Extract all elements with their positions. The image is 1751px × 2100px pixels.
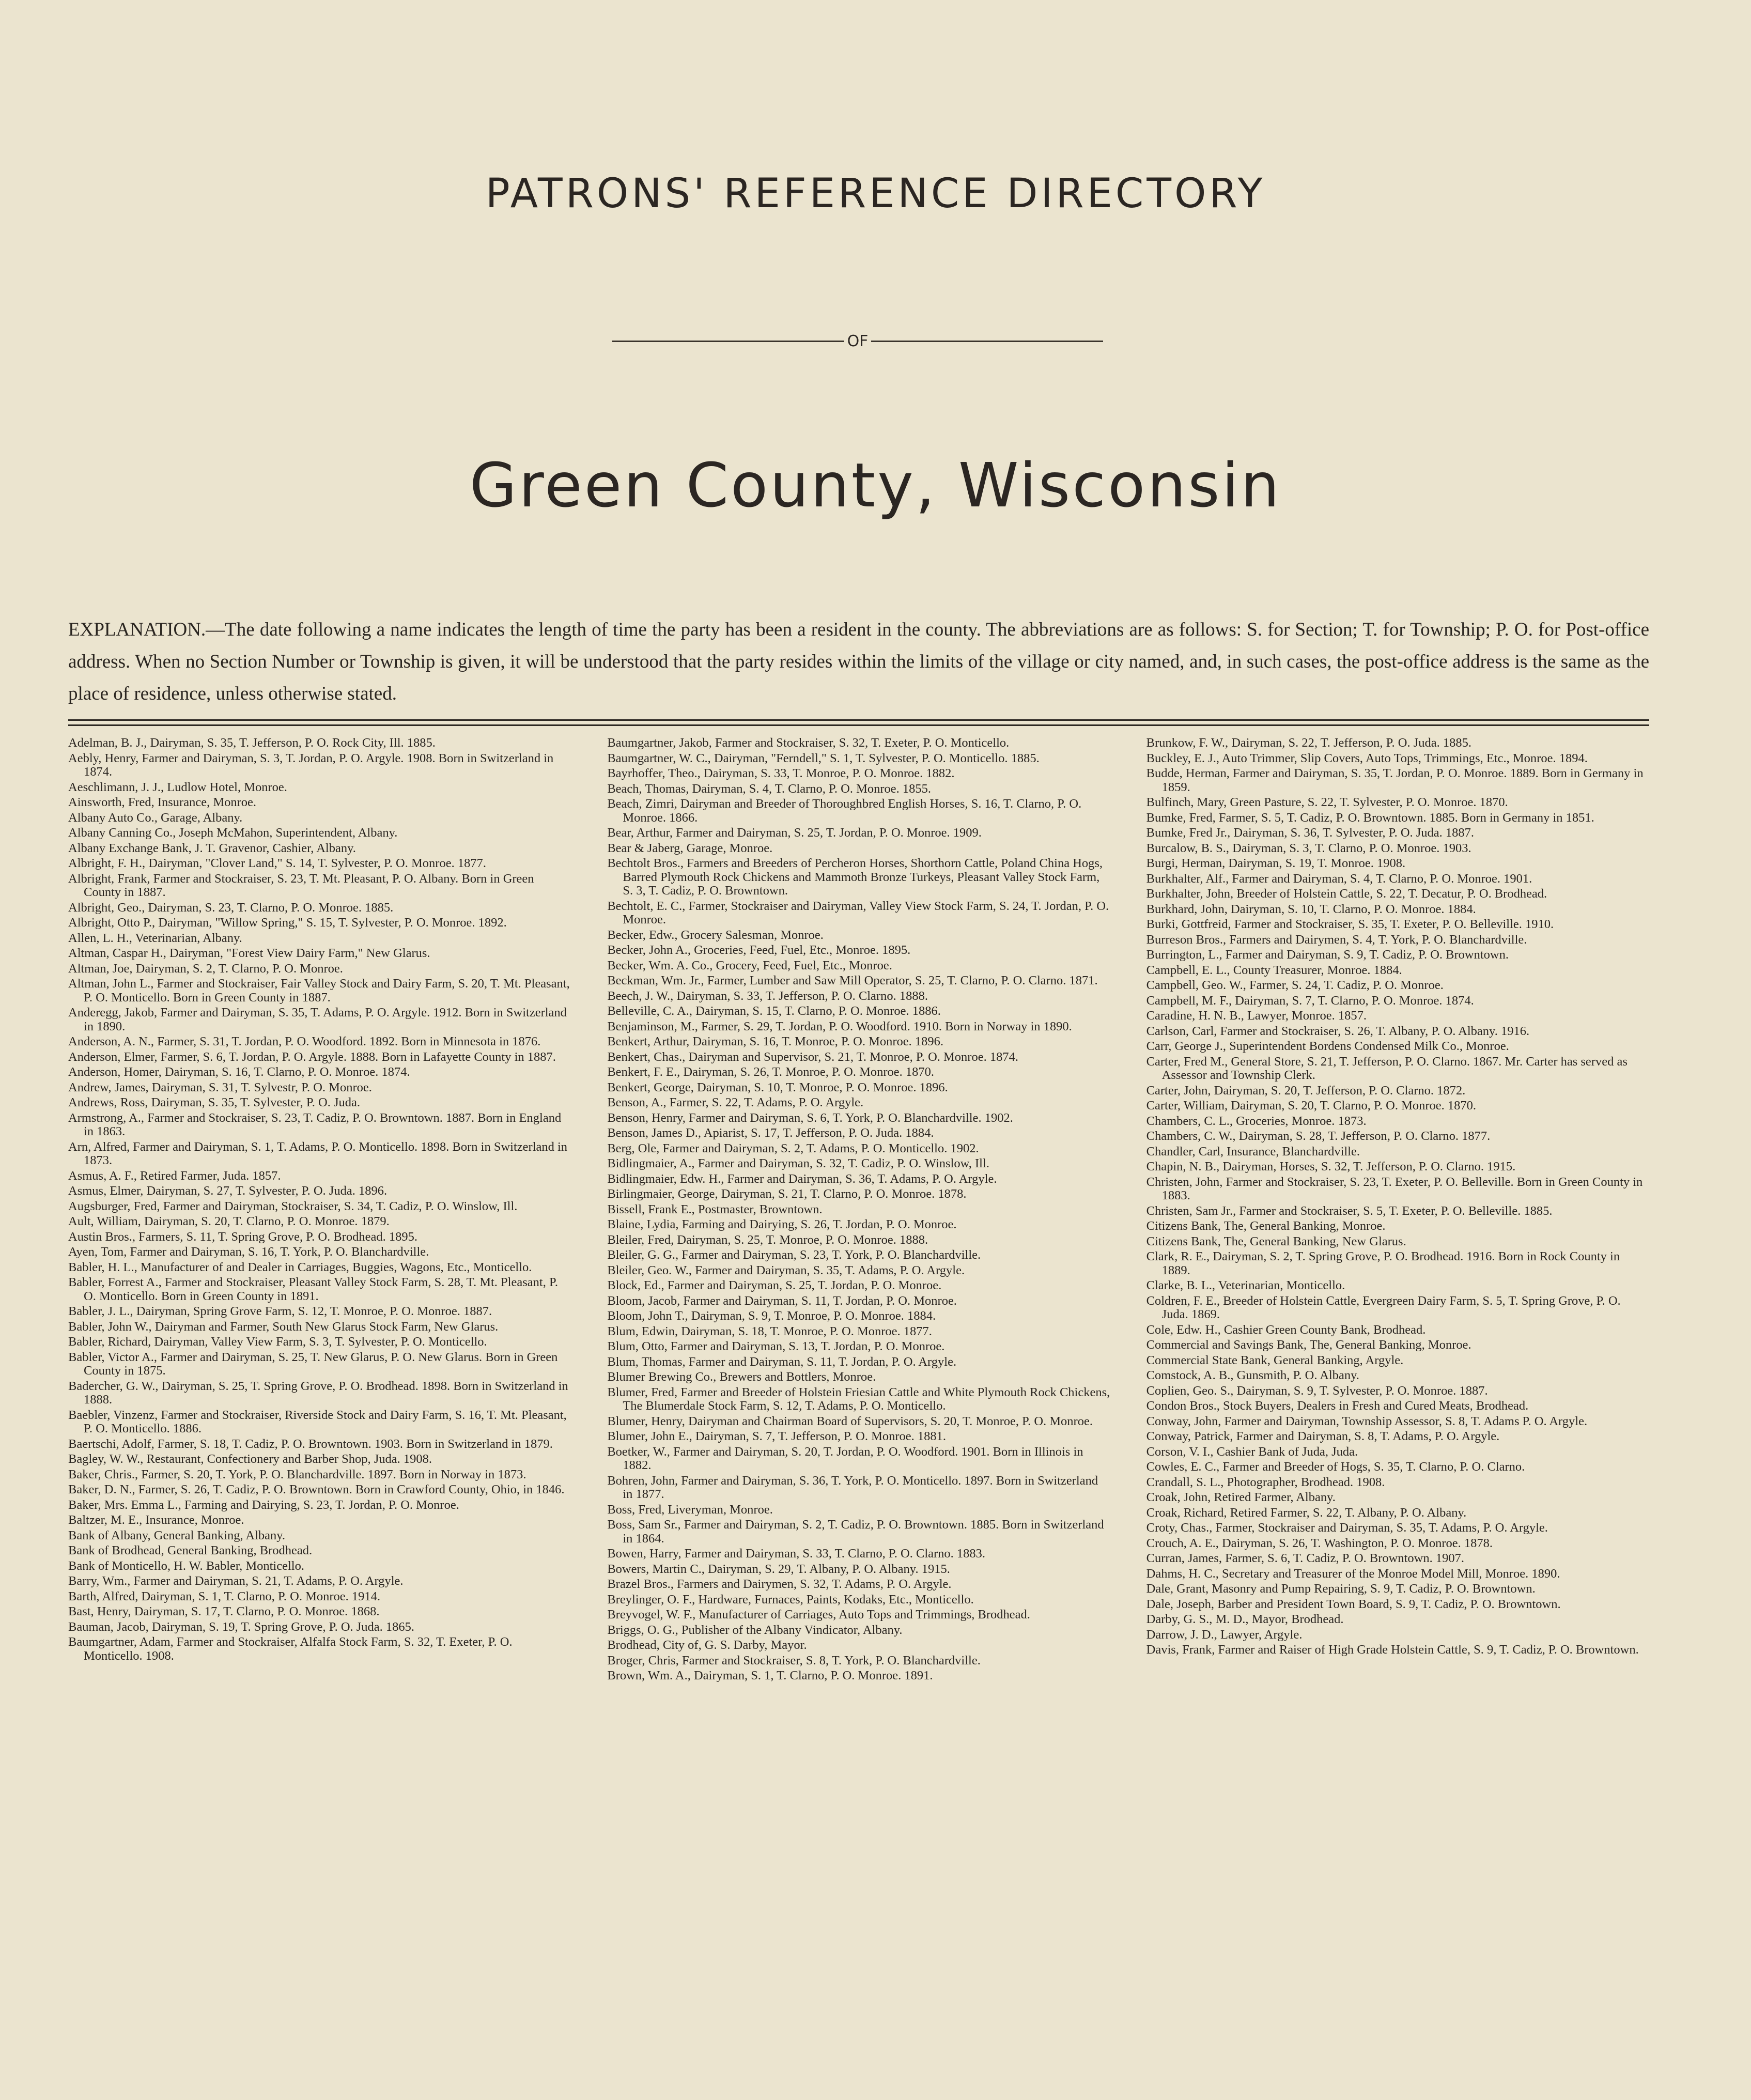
directory-entry: Bank of Brodhead, General Banking, Brodhead. <box>68 1543 313 1557</box>
directory-entry: Blaine, Lydia, Farming and Dairying, S. 26, T. Jordan, P. O. Monroe. <box>607 1217 957 1231</box>
of-label: OF <box>847 332 869 350</box>
directory-entry: Campbell, Geo. W., Farmer, S. 24, T. Cadiz, P. O. Monroe. <box>1146 978 1444 992</box>
directory-entry: Cowles, E. C., Farmer and Breeder of Hogs, S. 35, T. Clarno, P. O. Clarno. <box>1146 1460 1525 1474</box>
directory-entry: Crandall, S. L., Photographer, Brodhead. 1908. <box>1146 1475 1385 1489</box>
directory-entry: Bumke, Fred Jr., Dairyman, S. 36, T. Sylvester, P. O. Juda. 1887. <box>1146 826 1475 840</box>
directory-entry: Burrington, L., Farmer and Dairyman, S. 9, T. Cadiz, P. O. Browntown. <box>1146 948 1509 962</box>
directory-entry: Bleiler, Geo. W., Farmer and Dairyman, S. 35, T. Adams, P. O. Argyle. <box>607 1263 965 1277</box>
directory-entry: Christen, John, Farmer and Stockraiser, S. 23, T. Exeter, P. O. Belleville. Born in Green County in 1883. <box>1146 1175 1643 1202</box>
directory-entry: Brown, Wm. A., Dairyman, S. 1, T. Clarno, P. O. Monroe. 1891. <box>607 1669 933 1682</box>
directory-entry: Baebler, Vinzenz, Farmer and Stockraiser, Riverside Stock and Dairy Farm, S. 16, T. Mt. Pleasant, P. O. Monticello. 1886. <box>68 1408 567 1435</box>
directory-entry: Breyvogel, W. F., Manufacturer of Carriages, Auto Tops and Trimmings, Brodhead. <box>607 1608 1030 1622</box>
directory-entry: Altman, John L., Farmer and Stockraiser, Fair Valley Stock and Dairy Farm, S. 20, T. Mt. Pleasant, P. O. Monticello. Born in Green County in 1887. <box>68 977 570 1005</box>
directory-entry: Benkert, George, Dairyman, S. 10, T. Monroe, P. O. Monroe. 1896. <box>607 1080 948 1094</box>
directory-entry: Clark, R. E., Dairyman, S. 2, T. Spring Grove, P. O. Brodhead. 1916. Born in Rock County in 1889. <box>1146 1249 1620 1277</box>
directory-entry: Blumer Brewing Co., Brewers and Bottlers, Monroe. <box>607 1370 876 1384</box>
directory-entry: Baumgartner, Adam, Farmer and Stockraiser, Alfalfa Stock Farm, S. 32, T. Exeter, P. O. Monticello. 1908. <box>68 1635 513 1663</box>
directory-entry: Carter, John, Dairyman, S. 20, T. Jefferson, P. O. Clarno. 1872. <box>1146 1083 1466 1098</box>
directory-entry: Baumgartner, W. C., Dairyman, "Ferndell," S. 1, T. Sylvester, P. O. Monticello. 1885. <box>607 751 1040 765</box>
directory-entry: Anderegg, Jakob, Farmer and Dairyman, S. 35, T. Adams, P. O. Argyle. 1912. Born in Switzerland in 1890. <box>68 1006 567 1033</box>
directory-entry: Aebly, Henry, Farmer and Dairyman, S. 3, T. Jordan, P. O. Argyle. 1908. Born in Switzerland in 1874. <box>68 751 554 779</box>
directory-entry: Burkhard, John, Dairyman, S. 10, T. Clarno, P. O. Monroe. 1884. <box>1146 902 1476 916</box>
directory-entry: Croty, Chas., Farmer, Stockraiser and Dairyman, S. 35, T. Adams, P. O. Argyle. <box>1146 1521 1548 1535</box>
directory-entry: Babler, J. L., Dairyman, Spring Grove Farm, S. 12, T. Monroe, P. O. Monroe. 1887. <box>68 1304 492 1318</box>
directory-entry: Comstock, A. B., Gunsmith, P. O. Albany. <box>1146 1368 1359 1382</box>
directory-entry: Blum, Edwin, Dairyman, S. 18, T. Monroe, P. O. Monroe. 1877. <box>607 1324 932 1338</box>
directory-entry: Darby, G. S., M. D., Mayor, Brodhead. <box>1146 1612 1344 1626</box>
directory-entry: Croak, Richard, Retired Farmer, S. 22, T. Albany, P. O. Albany. <box>1146 1505 1467 1520</box>
directory-entry: Baker, Chris., Farmer, S. 20, T. York, P. O. Blanchardville. 1897. Born in Norway in 1873. <box>68 1467 526 1481</box>
directory-entry: Babler, H. L., Manufacturer of and Dealer in Carriages, Buggies, Wagons, Etc., Monticello. <box>68 1260 532 1274</box>
directory-entry: Boss, Fred, Liveryman, Monroe. <box>607 1502 773 1517</box>
page-title: PATRONS' REFERENCE DIRECTORY <box>485 171 1266 217</box>
directory-entry: Beach, Zimri, Dairyman and Breeder of Thoroughbred English Horses, S. 16, T. Clarno, P. O. Monroe. 1866. <box>607 797 1082 825</box>
directory-entry: Coldren, F. E., Breeder of Holstein Cattle, Evergreen Dairy Farm, S. 5, T. Spring Grove, P. O. Juda. 1869. <box>1146 1293 1621 1321</box>
directory-entry: Adelman, B. J., Dairyman, S. 35, T. Jefferson, P. O. Rock City, Ill. 1885. <box>68 736 436 750</box>
directory-entry: Conway, John, Farmer and Dairyman, Township Assessor, S. 8, T. Adams P. O. Argyle. <box>1146 1414 1588 1428</box>
directory-entry: Albright, Geo., Dairyman, S. 23, T. Clarno, P. O. Monroe. 1885. <box>68 900 394 915</box>
explanation-paragraph: EXPLANATION.—The date following a name indicates the length of time the party has been a resident in the county. The abbreviations are as follows: S. for Section; T. for Township; P. O. for Post-office address. When no Section Number or Township is given, it will be understood that the party resides within the limits of the village or city named, and, in such cases, the post-office address is the same as the place of residence, unless otherwise stated. <box>68 619 1649 704</box>
directory-entry: Bumke, Fred, Farmer, S. 5, T. Cadiz, P. O. Browntown. 1885. Born in Germany in 1851. <box>1146 810 1594 825</box>
directory-entry: Babler, Forrest A., Farmer and Stockraiser, Pleasant Valley Stock Farm, S. 28, T. Mt. Pleasant, P. O. Monticello. Born in Green County in 1891. <box>68 1275 558 1303</box>
directory-entry: Altman, Joe, Dairyman, S. 2, T. Clarno, P. O. Monroe. <box>68 961 343 976</box>
directory-entry: Blumer, Fred, Farmer and Breeder of Holstein Friesian Cattle and White Plymouth Rock Chickens, The Blumerdale Stock Farm, S. 12, T. Adams, P. O. Monticello. <box>607 1385 1110 1413</box>
directory-entry: Burki, Gottfreid, Farmer and Stockraiser, S. 35, T. Exeter, P. O. Belleville. 1910. <box>1146 917 1554 931</box>
directory-entry: Benkert, Chas., Dairyman and Supervisor, S. 21, T. Monroe, P. O. Monroe. 1874. <box>607 1049 1018 1064</box>
directory-entry: Bast, Henry, Dairyman, S. 17, T. Clarno, P. O. Monroe. 1868. <box>68 1604 380 1618</box>
directory-entry: Carlson, Carl, Farmer and Stockraiser, S. 26, T. Albany, P. O. Albany. 1916. <box>1146 1024 1530 1038</box>
directory-entry: Brunkow, F. W., Dairyman, S. 22, T. Jefferson, P. O. Juda. 1885. <box>1146 736 1472 750</box>
directory-entry: Bleiler, G. G., Farmer and Dairyman, S. 23, T. York, P. O. Blanchardville. <box>607 1248 981 1262</box>
directory-entry: Andrew, James, Dairyman, S. 31, T. Sylvestr, P. O. Monroe. <box>68 1080 372 1094</box>
directory-entry: Citizens Bank, The, General Banking, Monroe. <box>1146 1219 1386 1233</box>
directory-entry: Conway, Patrick, Farmer and Dairyman, S. 8, T. Adams, P. O. Argyle. <box>1146 1429 1500 1443</box>
directory-entry: Austin Bros., Farmers, S. 11, T. Spring Grove, P. O. Brodhead. 1895. <box>68 1229 417 1244</box>
directory-entry: Bagley, W. W., Restaurant, Confectionery and Barber Shop, Juda. 1908. <box>68 1452 432 1466</box>
directory-entry: Coplien, Geo. S., Dairyman, S. 9, T. Sylvester, P. O. Monroe. 1887. <box>1146 1383 1488 1398</box>
directory-entry: Bidlingmaier, Edw. H., Farmer and Dairyman, S. 36, T. Adams, P. O. Argyle. <box>607 1171 997 1186</box>
directory-entry: Breylinger, O. F., Hardware, Furnaces, Paints, Kodaks, Etc., Monticello. <box>607 1592 974 1607</box>
directory-entry: Barry, Wm., Farmer and Dairyman, S. 21, T. Adams, P. O. Argyle. <box>68 1574 404 1588</box>
directory-entry: Carter, Fred M., General Store, S. 21, T. Jefferson, P. O. Clarno. 1867. Mr. Carter has served as Assessor and Township Clerk. <box>1146 1054 1628 1082</box>
directory-entry: Boetker, W., Farmer and Dairyman, S. 20, T. Jordan, P. O. Woodford. 1901. Born in Illinois in 1882. <box>607 1444 1083 1472</box>
directory-entry: Albany Exchange Bank, J. T. Gravenor, Cashier, Albany. <box>68 841 356 855</box>
directory-entry: Becker, Edw., Grocery Salesman, Monroe. <box>607 928 824 942</box>
directory-entry: Dale, Grant, Masonry and Pump Repairing, S. 9, T. Cadiz, P. O. Browntown. <box>1146 1582 1536 1596</box>
directory-entry: Bloom, Jacob, Farmer and Dairyman, S. 11, T. Jordan, P. O. Monroe. <box>607 1293 957 1308</box>
directory-entry: Albright, Otto P., Dairyman, "Willow Spring," S. 15, T. Sylvester, P. O. Monroe. 1892. <box>68 916 507 930</box>
directory-entry: Baertschi, Adolf, Farmer, S. 18, T. Cadiz, P. O. Browntown. 1903. Born in Switzerland in 1879. <box>68 1437 553 1451</box>
rule-left <box>612 341 844 342</box>
double-rule-bottom <box>68 724 1649 726</box>
directory-entry: Anderson, A. N., Farmer, S. 31, T. Jordan, P. O. Woodford. 1892. Born in Minnesota in 1876. <box>68 1034 541 1048</box>
directory-entry: Corson, V. I., Cashier Bank of Juda, Juda. <box>1146 1444 1358 1459</box>
directory-column-2 <box>607 736 1110 2049</box>
directory-entry: Crouch, A. E., Dairyman, S. 26, T. Washington, P. O. Monroe. 1878. <box>1146 1536 1493 1550</box>
directory-entry: Belleville, C. A., Dairyman, S. 15, T. Clarno, P. O. Monroe. 1886. <box>607 1004 941 1018</box>
directory-entry: Albany Auto Co., Garage, Albany. <box>68 810 243 825</box>
directory-columns <box>68 736 1649 2049</box>
directory-entry: Bear & Jaberg, Garage, Monroe. <box>607 841 773 855</box>
directory-entry: Altman, Caspar H., Dairyman, "Forest View Dairy Farm," New Glarus. <box>68 946 430 960</box>
directory-entry: Dale, Joseph, Barber and President Town Board, S. 9, T. Cadiz, P. O. Browntown. <box>1146 1597 1561 1611</box>
directory-entry: Bissell, Frank E., Postmaster, Browntown. <box>607 1202 823 1216</box>
directory-entry: Briggs, O. G., Publisher of the Albany Vindicator, Albany. <box>607 1623 903 1637</box>
directory-entry: Ayen, Tom, Farmer and Dairyman, S. 16, T. York, P. O. Blanchardville. <box>68 1245 429 1259</box>
directory-entry: Armstrong, A., Farmer and Stockraiser, S. 23, T. Cadiz, P. O. Browntown. 1887. Born in England in 1863. <box>68 1110 562 1138</box>
directory-entry: Babler, Richard, Dairyman, Valley View Farm, S. 3, T. Sylvester, P. O. Monticello. <box>68 1335 487 1349</box>
directory-entry: Albany Canning Co., Joseph McMahon, Superintendent, Albany. <box>68 826 398 840</box>
directory-entry: Aeschlimann, J. J., Ludlow Hotel, Monroe. <box>68 780 287 794</box>
directory-entry: Bechtolt, E. C., Farmer, Stockraiser and Dairyman, Valley View Stock Farm, S. 24, T. Jordan, P. O. Monroe. <box>607 899 1109 927</box>
directory-entry: Anderson, Elmer, Farmer, S. 6, T. Jordan, P. O. Argyle. 1888. Born in Lafayette County in 1887. <box>68 1049 556 1064</box>
directory-entry: Birlingmaier, George, Dairyman, S. 21, T. Clarno, P. O. Monroe. 1878. <box>607 1187 967 1201</box>
directory-entry: Babler, John W., Dairyman and Farmer, South New Glarus Stock Farm, New Glarus. <box>68 1319 499 1334</box>
directory-entry: Benjaminson, M., Farmer, S. 29, T. Jordan, P. O. Woodford. 1910. Born in Norway in 1890. <box>607 1019 1072 1033</box>
directory-entry: Bloom, John T., Dairyman, S. 9, T. Monroe, P. O. Monroe. 1884. <box>607 1309 936 1323</box>
directory-entry: Bank of Albany, General Banking, Albany. <box>68 1528 286 1542</box>
directory-entry: Broger, Chris, Farmer and Stockraiser, S. 8, T. York, P. O. Blanchardville. <box>607 1653 981 1667</box>
directory-entry: Davis, Frank, Farmer and Raiser of High Grade Holstein Cattle, S. 9, T. Cadiz, P. O. Browntown. <box>1146 1643 1639 1657</box>
directory-entry: Dahms, H. C., Secretary and Treasurer of the Monroe Model Mill, Monroe. 1890. <box>1146 1566 1560 1581</box>
directory-entry: Cole, Edw. H., Cashier Green County Bank, Brodhead. <box>1146 1322 1426 1337</box>
directory-entry: Asmus, Elmer, Dairyman, S. 27, T. Sylvester, P. O. Juda. 1896. <box>68 1184 388 1198</box>
directory-entry: Benson, Henry, Farmer and Dairyman, S. 6, T. York, P. O. Blanchardville. 1902. <box>607 1110 1013 1125</box>
directory-entry: Burgi, Herman, Dairyman, S. 19, T. Monroe. 1908. <box>1146 856 1406 870</box>
directory-entry: Benkert, F. E., Dairyman, S. 26, T. Monroe, P. O. Monroe. 1870. <box>607 1065 935 1079</box>
directory-entry: Baltzer, M. E., Insurance, Monroe. <box>68 1513 244 1527</box>
directory-entry: Bechtolt Bros., Farmers and Breeders of Percheron Horses, Shorthorn Cattle, Poland China Hogs, Barred Plymouth Rock Chickens and Mammoth Bronze Turkeys, Pleasant Valley Stock Farm, S. 3, T. Cadiz, P. O. Browntown. <box>607 856 1103 898</box>
directory-entry: Berg, Ole, Farmer and Dairyman, S. 2, T. Adams, P. O. Monticello. 1902. <box>607 1141 979 1155</box>
directory-entry: Beckman, Wm. Jr., Farmer, Lumber and Saw Mill Operator, S. 25, T. Clarno, P. O. Clarno. 1871. <box>607 974 1098 987</box>
directory-entry: Carr, George J., Superintendent Bordens Condensed Milk Co., Monroe. <box>1146 1039 1509 1053</box>
directory-entry: Blumer, Henry, Dairyman and Chairman Board of Supervisors, S. 20, T. Monroe, P. O. Monroe. <box>607 1414 1093 1428</box>
directory-entry: Allen, L. H., Veterinarian, Albany. <box>68 931 242 945</box>
directory-entry: Caradine, H. N. B., Lawyer, Monroe. 1857. <box>1146 1009 1367 1023</box>
directory-entry: Becker, John A., Groceries, Feed, Fuel, Etc., Monroe. 1895. <box>607 943 911 957</box>
directory-entry: Chapin, N. B., Dairyman, Horses, S. 32, T. Jefferson, P. O. Clarno. 1915. <box>1146 1160 1516 1173</box>
directory-entry: Asmus, A. F., Retired Farmer, Juda. 1857. <box>68 1168 281 1183</box>
directory-entry: Commercial State Bank, General Banking, Argyle. <box>1146 1353 1404 1367</box>
directory-entry: Burreson Bros., Farmers and Dairymen, S. 4, T. York, P. O. Blanchardville. <box>1146 932 1527 947</box>
directory-entry: Bulfinch, Mary, Green Pasture, S. 22, T. Sylvester, P. O. Monroe. 1870. <box>1146 795 1508 809</box>
directory-entry: Burcalow, B. S., Dairyman, S. 3, T. Clarno, P. O. Monroe. 1903. <box>1146 841 1471 855</box>
directory-entry: Blum, Otto, Farmer and Dairyman, S. 13, T. Jordan, P. O. Monroe. <box>607 1339 945 1353</box>
directory-entry: Baker, D. N., Farmer, S. 26, T. Cadiz, P. O. Browntown. Born in Crawford County, Ohio, in 1846. <box>68 1483 565 1496</box>
directory-entry: Beech, J. W., Dairyman, S. 33, T. Jefferson, P. O. Clarno. 1888. <box>607 989 928 1003</box>
directory-entry: Blum, Thomas, Farmer and Dairyman, S. 11, T. Jordan, P. O. Argyle. <box>607 1354 957 1369</box>
directory-entry: Bank of Monticello, H. W. Babler, Monticello. <box>68 1558 304 1573</box>
county-heading: Green County, Wisconsin <box>469 450 1282 521</box>
directory-entry: Augsburger, Fred, Farmer and Dairyman, Stockraiser, S. 34, T. Cadiz, P. O. Winslow, Ill. <box>68 1199 518 1213</box>
directory-entry: Chambers, C. W., Dairyman, S. 28, T. Jefferson, P. O. Clarno. 1877. <box>1146 1129 1491 1143</box>
directory-entry: Citizens Bank, The, General Banking, New Glarus. <box>1146 1234 1406 1248</box>
directory-entry: Buckley, E. J., Auto Trimmer, Slip Covers, Auto Tops, Trimmings, Etc., Monroe. 1894. <box>1146 751 1588 765</box>
directory-entry: Arn, Alfred, Farmer and Dairyman, S. 1, T. Adams, P. O. Monticello. 1898. Born in Switzerland in 1873. <box>68 1139 568 1167</box>
directory-entry: Ault, William, Dairyman, S. 20, T. Clarno, P. O. Monroe. 1879. <box>68 1214 390 1228</box>
of-divider <box>612 331 1103 351</box>
directory-entry: Baumgartner, Jakob, Farmer and Stockraiser, S. 32, T. Exeter, P. O. Monticello. <box>607 736 1010 750</box>
directory-entry: Boss, Sam Sr., Farmer and Dairyman, S. 2, T. Cadiz, P. O. Browntown. 1885. Born in Switzerland in 1864. <box>607 1518 1104 1546</box>
directory-entry: Bohren, John, Farmer and Dairyman, S. 36, T. York, P. O. Monticello. 1897. Born in Switzerland in 1877. <box>607 1473 1098 1501</box>
directory-entry: Brazel Bros., Farmers and Dairymen, S. 32, T. Adams, P. O. Argyle. <box>607 1577 952 1591</box>
directory-entry: Bear, Arthur, Farmer and Dairyman, S. 25, T. Jordan, P. O. Monroe. 1909. <box>607 826 982 840</box>
directory-entry: Bleiler, Fred, Dairyman, S. 25, T. Monroe, P. O. Monroe. 1888. <box>607 1232 928 1247</box>
directory-entry: Albright, Frank, Farmer and Stockraiser, S. 23, T. Mt. Pleasant, P. O. Albany. Born in Green County in 1887. <box>68 871 534 899</box>
directory-entry: Clarke, B. L., Veterinarian, Monticello. <box>1146 1278 1345 1292</box>
directory-entry: Benkert, Arthur, Dairyman, S. 16, T. Monroe, P. O. Monroe. 1896. <box>607 1034 944 1048</box>
directory-entry: Burkhalter, John, Breeder of Holstein Cattle, S. 22, T. Decatur, P. O. Brodhead. <box>1146 887 1547 901</box>
directory-entry: Campbell, E. L., County Treasurer, Monroe. 1884. <box>1146 963 1402 977</box>
directory-entry: Chandler, Carl, Insurance, Blanchardville. <box>1146 1144 1360 1159</box>
directory-entry: Budde, Herman, Farmer and Dairyman, S. 35, T. Jordan, P. O. Monroe. 1889. Born in Germany in 1859. <box>1146 766 1644 794</box>
directory-entry: Darrow, J. D., Lawyer, Argyle. <box>1146 1627 1303 1642</box>
directory-entry: Condon Bros., Stock Buyers, Dealers in Fresh and Cured Meats, Brodhead. <box>1146 1399 1529 1413</box>
directory-entry: Block, Ed., Farmer and Dairyman, S. 25, T. Jordan, P. O. Monroe. <box>607 1278 942 1292</box>
directory-entry: Christen, Sam Jr., Farmer and Stockraiser, S. 5, T. Exeter, P. O. Belleville. 1885. <box>1146 1203 1553 1218</box>
directory-entry: Bowers, Martin C., Dairyman, S. 29, T. Albany, P. O. Albany. 1915. <box>607 1562 950 1576</box>
directory-entry: Ainsworth, Fred, Insurance, Monroe. <box>68 795 257 809</box>
directory-entry: Curran, James, Farmer, S. 6, T. Cadiz, P. O. Browntown. 1907. <box>1146 1551 1464 1565</box>
directory-entry: Croak, John, Retired Farmer, Albany. <box>1146 1490 1336 1504</box>
directory-entry: Albright, F. H., Dairyman, "Clover Land," S. 14, T. Sylvester, P. O. Monroe. 1877. <box>68 856 486 870</box>
directory-entry: Andrews, Ross, Dairyman, S. 35, T. Sylvester, P. O. Juda. <box>68 1095 360 1109</box>
directory-entry: Carter, William, Dairyman, S. 20, T. Clarno, P. O. Monroe. 1870. <box>1146 1099 1477 1113</box>
directory-entry: Baker, Mrs. Emma L., Farming and Dairying, S. 23, T. Jordan, P. O. Monroe. <box>68 1497 459 1512</box>
directory-entry: Anderson, Homer, Dairyman, S. 16, T. Clarno, P. O. Monroe. 1874. <box>68 1065 410 1079</box>
directory-entry: Benson, A., Farmer, S. 22, T. Adams, P. O. Argyle. <box>607 1095 864 1109</box>
directory-entry: Bayrhoffer, Theo., Dairyman, S. 33, T. Monroe, P. O. Monroe. 1882. <box>607 766 955 780</box>
directory-entry: Chambers, C. L., Groceries, Monroe. 1873. <box>1146 1114 1367 1128</box>
directory-entry: Burkhalter, Alf., Farmer and Dairyman, S. 4, T. Clarno, P. O. Monroe. 1901. <box>1146 871 1532 886</box>
directory-entry: Brodhead, City of, G. S. Darby, Mayor. <box>607 1638 807 1652</box>
directory-column-3 <box>1146 736 1649 2049</box>
directory-entry: Barth, Alfred, Dairyman, S. 1, T. Clarno, P. O. Monroe. 1914. <box>68 1589 381 1603</box>
directory-entry: Beach, Thomas, Dairyman, S. 4, T. Clarno, P. O. Monroe. 1855. <box>607 781 932 796</box>
directory-entry: Blumer, John E., Dairyman, S. 7, T. Jefferson, P. O. Monroe. 1881. <box>607 1429 947 1443</box>
directory-entry: Badercher, G. W., Dairyman, S. 25, T. Spring Grove, P. O. Brodhead. 1898. Born in Switzerland in 1888. <box>68 1379 568 1407</box>
directory-entry: Bauman, Jacob, Dairyman, S. 19, T. Spring Grove, P. O. Juda. 1865. <box>68 1619 415 1634</box>
double-rule-top <box>68 719 1649 721</box>
directory-entry: Benson, James D., Apiarist, S. 17, T. Jefferson, P. O. Juda. 1884. <box>607 1126 934 1140</box>
rule-right <box>871 341 1103 342</box>
directory-entry: Campbell, M. F., Dairyman, S. 7, T. Clarno, P. O. Monroe. 1874. <box>1146 993 1474 1008</box>
directory-column-1 <box>68 736 571 2049</box>
directory-entry: Commercial and Savings Bank, The, General Banking, Monroe. <box>1146 1338 1471 1352</box>
directory-entry: Bidlingmaier, A., Farmer and Dairyman, S. 32, T. Cadiz, P. O. Winslow, Ill. <box>607 1156 989 1170</box>
directory-entry: Becker, Wm. A. Co., Grocery, Feed, Fuel, Etc., Monroe. <box>607 958 892 972</box>
directory-entry: Bowen, Harry, Farmer and Dairyman, S. 33, T. Clarno, P. O. Clarno. 1883. <box>607 1547 986 1561</box>
directory-entry: Babler, Victor A., Farmer and Dairyman, S. 25, T. New Glarus, P. O. New Glarus. Born in Green County in 1875. <box>68 1350 558 1378</box>
